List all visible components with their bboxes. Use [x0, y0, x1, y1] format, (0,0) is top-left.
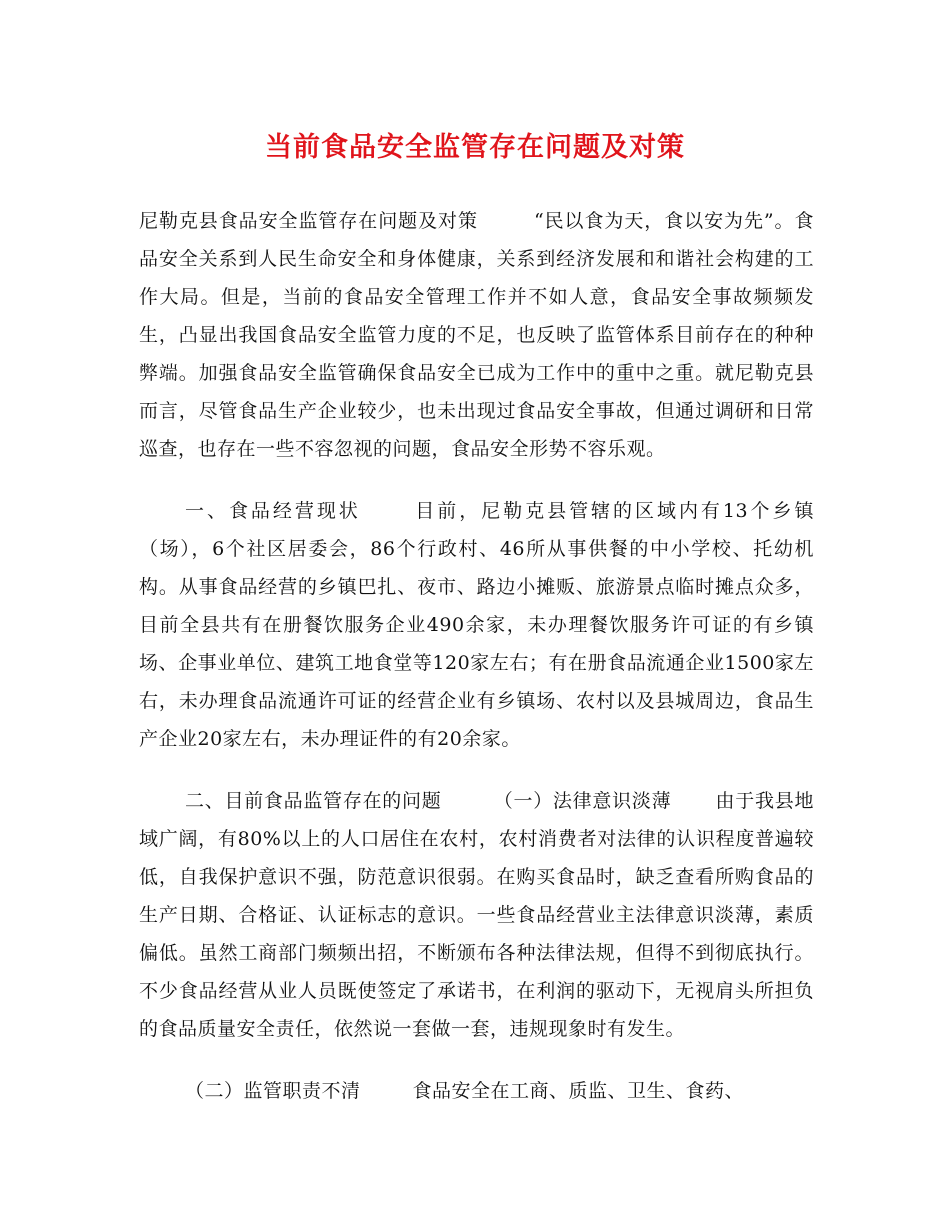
paragraph-lead: 尼勒克县食品安全监管存在问题及对策 — [139, 210, 478, 232]
section-heading: 一、食品经营现状 — [185, 500, 361, 522]
paragraph-text: 由于我县地域广阔，有80%以上的人口居住在农村，农村消费者对法律的认识程度普遍较低，自我保护意识不强，防范意识很弱。在购买食品时，缺乏查看所购食品的生产日期、合格证、认证标志的意识。一些食品经营业主法律意识淡薄，素质偏低。虽然工商部门频频出招，不断颁布各种法律法规，但得不到彻底执行。不少食品经营从业人员既使签定了承诺书，在利润的驱动下，无视肩头所担负的食品质量安全责任，依然说一套做一套，违规现象时有发生。 — [139, 790, 814, 1040]
paragraph-subsection-2 — [139, 1072, 814, 1110]
subsection-heading: （二）监管职责不清 — [185, 1080, 361, 1102]
paragraph-text: 食品安全在工商、质监、卫生、食药、 — [412, 1080, 745, 1102]
document-title: 当前食品安全监管存在问题及对策 — [265, 132, 685, 163]
paragraph-intro — [139, 202, 814, 468]
subsection-heading: （一）法律意识淡薄 — [493, 790, 672, 812]
paragraph-section-2 — [139, 782, 814, 1048]
paragraph-text: “民以食为天，食以安为先”。食品安全关系到人民生命安全和身体健康，关系到经济发展和和谐社会构建的工作大局。但是，当前的食品安全管理工作并不如人意，食品安全事故频频发生，凸显出我国食品安全监管力度的不足，也反映了监管体系目前存在的种种弊端。加强食品安全监管确保食品安全已成为工作中的重中之重。就尼勒克县而言，尽管食品生产企业较少，也未出现过食品安全事故，但通过调研和日常巡查，也存在一些不容忽视的问题，食品安全形势不容乐观。 — [139, 210, 814, 460]
section-heading: 二、目前食品监管存在的问题 — [185, 790, 442, 812]
paragraph-text: 目前，尼勒克县管辖的区域内有13个乡镇（场），6个社区居委会，86个行政村、46所从事供餐的中小学校、托幼机构。从事食品经营的乡镇巴扎、夜市、路边小摊贩、旅游景点临时摊点众多，目前全县共有在册餐饮服务企业490余家，未办理餐饮服务许可证的有乡镇场、企事业单位、建筑工地食堂等120家左右；有在册食品流通企业1500家左右，未办理食品流通许可证的经营企业有乡镇场、农村以及县城周边，食品生产企业20家左右，未办理证件的有20余家。 — [139, 500, 814, 750]
paragraph-section-1 — [139, 492, 814, 758]
